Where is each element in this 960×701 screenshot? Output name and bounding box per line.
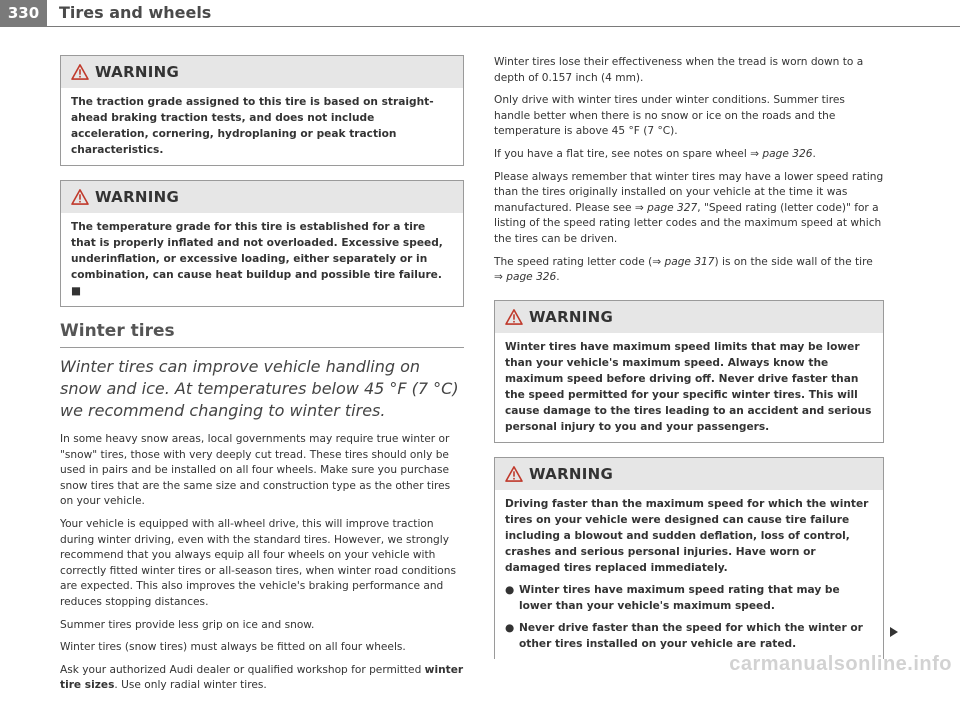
warning-title: WARNING: [529, 307, 614, 326]
warning-title: WARNING: [95, 63, 180, 81]
page-reference-link[interactable]: ⇒ page 317: [652, 255, 715, 268]
warning-triangle-icon: [505, 309, 523, 325]
page-number: 330: [0, 0, 47, 27]
paragraph: Please always remember that winter tires may have a lower speed rating than the tires originally installed on your vehicle at the time it was manufactured. Please see ⇒ page 327, "Speed rating (letter code)" for a listing of the speed rating letter codes and the maximum speed at which the tires can be driven.: [494, 170, 884, 245]
warning-box-speed-limits: [494, 300, 884, 443]
warning-header: [61, 181, 463, 213]
continue-arrow-icon: [890, 627, 898, 637]
paragraph: Ask your authorized Audi dealer or qualified workshop for permitted winter tire sizes. Use only radial winter tires.: [60, 663, 464, 692]
bold-term: winter tire sizes: [60, 663, 464, 692]
paragraph: In some heavy snow areas, local governments may require true winter or "snow" tires, those with very deeply cut tread. These tires should only be used in pairs and be installed on all four wheels. Make sure you purchase snow tires that are the same size and construction type as the other tires on your vehicle.: [60, 433, 451, 508]
warning-title: WARNING: [529, 464, 614, 483]
paragraph: Winter tires (snow tires) must always be fitted on all four wheels.: [60, 641, 406, 654]
warning-header: [495, 301, 883, 333]
paragraph: Summer tires provide less grip on ice and snow.: [60, 618, 315, 631]
warning-triangle-icon: [71, 189, 89, 205]
warning-box-temperature: [60, 180, 464, 307]
paragraph: The speed rating letter code (⇒ page 317) is on the side wall of the tire ⇒ page 326.: [494, 255, 873, 284]
paragraph: Winter tires lose their effectiveness when the tread is worn down to a depth of 0.157 inch (4 mm).: [494, 56, 864, 84]
paragraph: Your vehicle is equipped with all-wheel drive, this will improve traction during winter driving, even with the standard tires. However, we strongly recommend that you always equip all four wheels on your vehicle with correctly fitted winter tires or all-season tires, when winter road conditions are expected. This also improves the vehicle's braking performance and reduces stopping distances.: [60, 517, 456, 608]
warning-header: [495, 458, 883, 490]
warning-bullet: ● Winter tires have maximum speed rating that may be lower than your vehicle's maximum speed.: [505, 583, 840, 612]
right-column: [494, 55, 884, 673]
page-header: [0, 0, 960, 30]
paragraph: If you have a flat tire, see notes on spare wheel ⇒ page 326.: [494, 147, 816, 160]
warning-triangle-icon: [505, 466, 523, 482]
page-reference-link[interactable]: ⇒ page 326: [494, 271, 557, 284]
warning-box-traction: [60, 55, 464, 166]
section-title: Winter tires: [60, 321, 175, 341]
paragraph: Only drive with winter tires under winter conditions. Summer tires handle better when there is no snow or ice on the roads and the temperature is above 45 °F (7 °C).: [494, 94, 845, 138]
bullet-icon: ●: [505, 621, 515, 634]
warning-box-driving-faster: [494, 457, 884, 659]
bullet-icon: ●: [505, 583, 515, 596]
warning-bullet: ● Never drive faster than the speed for which the winter or other tires installed on your vehicle are rated.: [505, 621, 863, 650]
warning-triangle-icon: [71, 64, 89, 80]
section-lead: Winter tires can improve vehicle handling on snow and ice. At temperatures below 45 °F (7 °C) we recommend changing to winter tires.: [60, 357, 459, 420]
warning-text: Winter tires have maximum speed limits that may be lower than your vehicle's maximum speed. Always know the maximum speed before driving off. Never drive faster than the speed permitted for your specific winter tires. This will cause damage to the tires leading to an accident and serious personal injury to you and your passengers.: [505, 340, 872, 433]
left-column: [60, 55, 464, 701]
page-reference-link[interactable]: ⇒ page 327: [634, 201, 698, 214]
warning-text: The temperature grade for this tire is established for a tire that is properly inflated and not overloaded. Excessive speed, underinflation, or excessive loading, either separately or in combination, can cause heat buildup and possible tire failure. ■: [71, 221, 443, 297]
warning-header: [61, 56, 463, 88]
warning-title: WARNING: [95, 188, 180, 206]
running-title: Tires and wheels: [59, 3, 212, 22]
header-rule: [0, 26, 960, 27]
page-reference-link[interactable]: ⇒ page 326: [750, 147, 813, 160]
warning-text: The traction grade assigned to this tire is based on straight-ahead braking traction tests, and does not include acceleration, cornering, hydroplaning or peak traction characteristics.: [71, 96, 434, 156]
warning-text: Driving faster than the maximum speed for which the winter tires on your vehicle were designed can cause tire failure including a blowout and sudden deflation, loss of control, crashes and serious personal injuries. Have worn or damaged tires replaced immediately. ● Winter tires have maximum speed rating that may be lower than your vehicle's maximum speed. ● Never drive faster than the speed for which the winter or other tires installed on your vehicle are rated.: [495, 490, 883, 659]
watermark: carmanualsonline.info: [729, 653, 952, 675]
section-rule: [60, 347, 464, 348]
